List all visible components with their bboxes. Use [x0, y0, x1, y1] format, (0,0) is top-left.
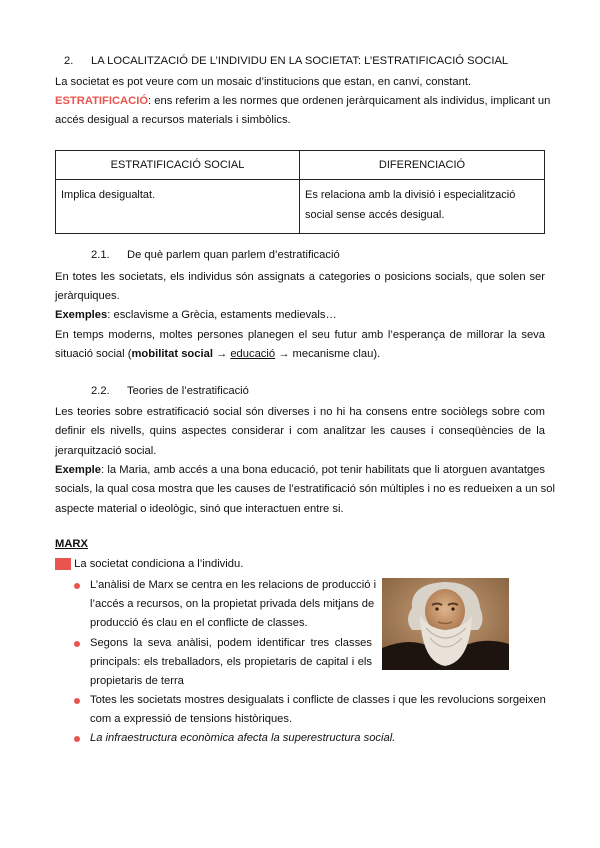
section-2-2-line2: definir els nivells, quins aspectes considerar i com analitzar les causes i conseqüències de la [55, 425, 545, 437]
section-2-1-title: De què parlem quan parlem d’estratificació [127, 249, 340, 261]
bullet-icon [73, 640, 81, 648]
section-2-number: 2. [64, 55, 74, 67]
education-term: educació [230, 348, 276, 360]
bullet2-line1: Segons la seva anàlisi, podem identificar tres classes [90, 637, 372, 649]
section-2-2-title: Teories de l’estratificació [127, 385, 249, 397]
bullet3-line2: com a expressió de tensions històriques. [90, 713, 293, 725]
bullet-icon [73, 697, 81, 705]
marx-heading: MARX [55, 538, 88, 550]
table-header-row [56, 151, 545, 180]
social-mobility: mobilitat social [131, 348, 213, 360]
bullet2-line2: principals: els treballadors, els propietaris de capital i els [90, 656, 372, 668]
stratification-definition [55, 93, 551, 109]
red-arrow-icon: ⟶ [55, 558, 72, 570]
marx-lead: La societat condiciona a l’individu. [71, 558, 244, 570]
bullet2-line3: propietaris de terra [90, 675, 184, 687]
section-2-1-line5 [55, 346, 545, 362]
section-2-2-line1: Les teories sobre estratificació social són diverses i no hi ha consens entre sociòlegs sobre com [55, 406, 545, 418]
bullet3-line1: Totes les societats mostres desigualats i conflicte de classes i que les revolucions sorgeixen [90, 694, 546, 706]
definition-text-1: : ens referim a les normes que ordenen jeràrquicament als individus, implicant un [148, 95, 551, 107]
example-label: Exemple [55, 464, 102, 476]
bullet1-line2: l’accés a recursos, on la propietat privada dels mitjans de [90, 598, 375, 610]
section-2-1-line1: En totes les societats, els individus són assignats a categories o posicions socials, que solen ser [55, 271, 545, 283]
example-line3: aspecte material o ideològic, sinó que interactuen entre si. [55, 503, 344, 515]
bullet4: La infraestructura econòmica afecta la superestructura social. [90, 732, 396, 744]
table-cell-differentiation [300, 180, 545, 234]
table-row [56, 180, 545, 234]
arrow-2: → mecanisme clau). [275, 348, 381, 360]
example-line2: socials, la qual cosa mostra que les causes de l’estratificació són múltiples i no es redueixen a un sol [55, 483, 555, 495]
section-2-1-line4: En temps moderns, moltes persones planegen el seu futur amb l’esperança de millorar la seva [55, 329, 545, 341]
bullet-icon [73, 582, 81, 590]
comparison-table [55, 150, 545, 234]
table-header-differentiation: DIFERENCIACIÓ [300, 151, 545, 180]
marx-lead-line [55, 557, 243, 570]
bullet-icon [73, 735, 81, 743]
section-2-1-line2: jeràrquiques. [55, 290, 120, 302]
table-cell-differentiation-line2: social sense accés desigual. [305, 209, 445, 221]
examples-text: : esclavisme a Grècia, estaments medievals… [107, 309, 337, 321]
example-text-1: : la Maria, amb accés a una bona educació, pot tenir habilitats que li atorguen avantatges [101, 464, 545, 476]
section-2-2-number: 2.2. [91, 385, 110, 397]
section-2-intro: La societat es pot veure com un mosaic d’institucions que estan, en canvi, constant. [55, 76, 472, 88]
arrow-1: → [212, 348, 231, 360]
table-header-stratification: ESTRATIFICACIÓ SOCIAL [56, 151, 300, 180]
stratification-term: ESTRATIFICACIÓ [55, 95, 149, 107]
definition-text-2: accés desigual a recursos materials i simbòlics. [55, 114, 291, 126]
marx-portrait [382, 578, 509, 670]
table-cell-differentiation-line1: Es relaciona amb la divisió i especialització [305, 189, 516, 201]
example-line1 [55, 462, 545, 478]
bullet1-line3: producció és clau en el conflicte de classes. [90, 617, 308, 629]
bullet1-line1: L’anàlisi de Marx se centra en les relacions de producció i [90, 579, 377, 591]
table-cell-stratification: Implica desigualtat. [56, 180, 300, 234]
examples-label: Exemples [55, 309, 108, 321]
line5-start: situació social ( [55, 348, 132, 360]
examples-line [55, 307, 545, 323]
section-2-2-line3: jerarquització social. [55, 445, 157, 457]
section-2-title: LA LOCALITZACIÓ DE L’INDIVIDU EN LA SOCIETAT: L’ESTRATIFICACIÓ SOCIAL [91, 55, 509, 67]
section-2-1-number: 2.1. [91, 249, 110, 261]
